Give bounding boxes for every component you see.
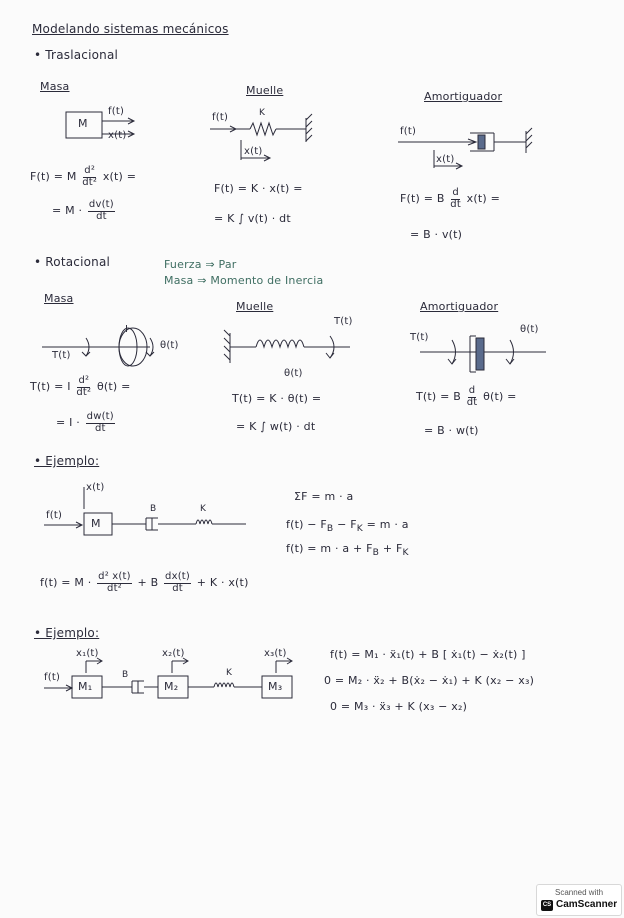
label-masa: Masa <box>40 80 70 93</box>
ex1-equation-3: $f(t) = m \cdot a + F_B + F_K$ <box>286 542 409 559</box>
rot-damper-angle-label: θ(t) <box>520 324 539 335</box>
rot-damper-equation-2: = B · w(t) <box>424 424 479 437</box>
ex2-equation-3: 0 = M₃ · ẍ₃ + K (x₃ − x₂) <box>330 700 468 713</box>
ex2-equation-1: f(t) = M₁ · ẍ₁(t) + B [ ẋ₁(t) − ẋ₂(t) ] <box>330 648 526 661</box>
section-ejemplo-1: • Ejemplo: <box>34 454 100 468</box>
ex1-equation-main: f(t) = M · $\frac{\text{d² x(t)}}{\text{dt²}}$ + B $\frac{dx(t)}{dt}$ + K · x(t) <box>40 571 249 594</box>
damper-disp-label: x(t) <box>436 154 455 165</box>
mass-force-label: f(t) <box>108 106 125 117</box>
ex1-mass-symbol: M <box>91 517 101 530</box>
rotational-damper-diagram <box>420 336 546 372</box>
mass-symbol: M <box>78 117 88 130</box>
rot-mass-angle-label: θ(t) <box>160 340 179 351</box>
rot-mass-torque-label: T(t) <box>52 350 71 361</box>
ex1-force-label: f(t) <box>46 510 63 521</box>
inertia-symbol: I <box>125 324 129 335</box>
rot-spring-equation-2: = K ∫ w(t) · dt <box>236 420 316 433</box>
ex2-x2-label: x₂(t) <box>162 648 185 659</box>
spring-disp-label: x(t) <box>244 146 263 157</box>
example1-diagram <box>44 487 246 535</box>
damper-diagram <box>398 128 532 169</box>
ex2-equation-2: 0 = M₂ · ẍ₂ + B(ẋ₂ − ẋ₁) + K (x₂ − x₃) <box>324 674 535 687</box>
ex1-equation-2: $f(t) - F_B - F_K = m \cdot a$ <box>286 518 409 535</box>
rot-mass-equation-1: T(t) = I $\frac{\text{d²}}{\text{dt²}}$ θ(t) = <box>30 375 131 398</box>
ex1-disp-label: x(t) <box>86 482 105 493</box>
watermark-name: CamScanner <box>556 899 618 910</box>
ex1-b-label: B <box>150 504 157 514</box>
rot-spring-equation-1: T(t) = K · θ(t) = <box>232 392 322 405</box>
label-rot-masa: Masa <box>44 292 74 305</box>
ex1-equation-1: ΣF = m · a <box>294 490 354 503</box>
ex1-k-label: K <box>200 504 207 514</box>
spring-equation-1: F(t) = K · x(t) = <box>214 182 303 195</box>
mass-equation-2: = M · $\frac{dv(t)}{dt}$ <box>52 199 114 222</box>
mass-disp-label: x(t) <box>108 130 127 141</box>
section-traslacional: • Traslacional <box>34 48 119 62</box>
spring-force-label: f(t) <box>212 112 229 123</box>
camscanner-logo-icon: CS <box>541 900 553 911</box>
damper-equation-2: = B · v(t) <box>410 228 463 241</box>
rotational-spring-diagram <box>224 330 350 363</box>
camscanner-badge <box>536 884 622 916</box>
ex2-m1-symbol: M₁ <box>78 680 93 693</box>
ex2-k-label: K <box>226 668 233 678</box>
ex2-m2-symbol: M₂ <box>164 680 179 693</box>
damper-equation-1: F(t) = B $\frac{d}{dt}$ x(t) = <box>400 187 500 210</box>
ex2-force-label: f(t) <box>44 672 61 683</box>
watermark-top-text: Scanned with <box>554 888 604 897</box>
rot-spring-angle-label: θ(t) <box>284 368 303 379</box>
ex2-b-label: B <box>122 670 129 680</box>
spring-equation-2: = K ∫ v(t) · dt <box>214 212 291 225</box>
rot-damper-equation-1: T(t) = B $\frac{d}{dt}$ θ(t) = <box>416 385 517 408</box>
spring-k-label: K <box>259 108 266 118</box>
rot-spring-torque-label: T(t) <box>334 316 353 327</box>
label-muelle: Muelle <box>246 84 284 97</box>
label-rot-muelle: Muelle <box>236 300 274 313</box>
analogy-note-2: Masa ⇒ Momento de Inercia <box>164 274 324 287</box>
rot-mass-equation-2: = I · $\frac{dw(t)}{dt}$ <box>56 411 114 434</box>
ex2-m3-symbol: M₃ <box>268 680 283 693</box>
section-ejemplo-2: • Ejemplo: <box>34 626 100 640</box>
ex2-x3-label: x₃(t) <box>264 648 287 659</box>
page-title: Modelando sistemas mecánicos <box>32 22 229 36</box>
mass-equation-1: F(t) = M $\frac{\text{d²}}{\text{dt²}}$ x(t) = <box>30 165 137 188</box>
label-rot-amortiguador: Amortiguador <box>420 300 499 313</box>
label-amortiguador: Amortiguador <box>424 90 503 103</box>
rot-damper-torque-label: T(t) <box>410 332 429 343</box>
section-rotacional: • Rotacional <box>34 255 111 269</box>
damper-force-label: f(t) <box>400 126 417 137</box>
analogy-note-1: Fuerza ⇒ Par <box>164 258 237 271</box>
ex2-x1-label: x₁(t) <box>76 648 99 659</box>
